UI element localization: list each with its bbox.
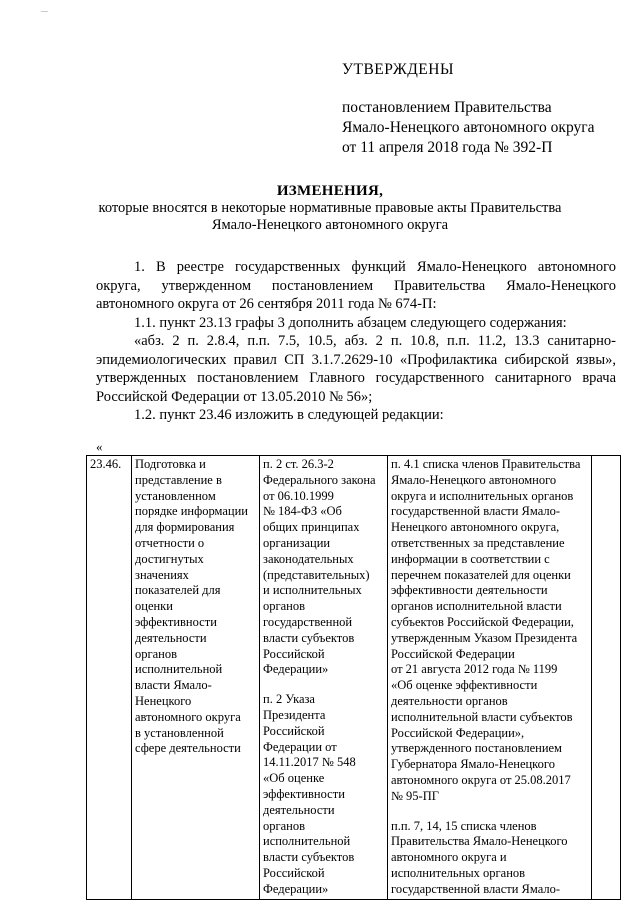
item-number-cell (87, 456, 132, 900)
table-text-line: исполнительной власти субъектов (391, 709, 573, 724)
approval-title: УТВЕРЖДЕНЫ (342, 61, 454, 78)
paragraph-1-1: 1.1. пункт 23.13 графы 3 дополнить абзацем следующего содержания: (134, 314, 567, 331)
table-text-line: округа и исполнительных органов (391, 488, 574, 503)
table-row (87, 456, 621, 900)
table-text-line: порядке информации (135, 504, 248, 519)
table-text-line: Федерации» (263, 662, 329, 677)
table-text-line: утвержденным Указом Президента (391, 630, 578, 645)
table-text-line: государственной (263, 614, 353, 629)
table-text-line: законодательных (263, 551, 354, 566)
table-text-line: власти субъектов (263, 850, 355, 865)
table-text-line: государственной власти Ямало- (391, 504, 561, 519)
table-text-line: показателей для (135, 583, 221, 598)
table-text-line: п. 4.1 списка членов Правительства (391, 457, 581, 471)
table-text-line: деятельности (135, 630, 207, 645)
table-text-line: утвержденного постановлением (391, 741, 562, 756)
table-text-line: Президента (263, 707, 326, 722)
table-text-line: автономного округа и (391, 850, 507, 865)
opening-quote-mark: « (96, 439, 103, 454)
table-text-line: Ненецкого (135, 693, 192, 708)
table-text-line: п. 2 ст. 26.3-2 (263, 457, 334, 471)
table-text-line: перечнем показателей для оценки (391, 567, 571, 582)
table-text-line: от 06.10.1999 (263, 488, 334, 503)
table-text-line: Российской (263, 865, 325, 880)
approval-line-3: от 11 апреля 2018 года № 392-П (342, 139, 553, 156)
table-text-line: органов (263, 818, 306, 833)
page-corner-mark: — (41, 7, 48, 15)
table-text-line: и исполнительных (263, 583, 362, 598)
table-text-line: органов (135, 646, 178, 661)
table-text-line: власти Ямало- (135, 678, 212, 693)
table-text-line: ответственных за представление (391, 535, 565, 550)
table-text-line: деятельности органов (391, 693, 508, 708)
table-text-line: оценки (135, 599, 173, 614)
table-text-line: Федерального закона (263, 472, 376, 487)
table-text-line: автономного округа (135, 709, 241, 724)
table-text-line: органов (263, 599, 306, 614)
function-name-cell (132, 456, 260, 900)
approval-line-2: Ямало-Ненецкого автономного округа (342, 119, 595, 136)
paragraph-1: 1. В реестре государственных функций Ямало-Ненецкого автономного округа, утвержденном постановлением Правительства Ямало-Ненецкого автономного округа от 26 сентября 2011 года № 674-П: (96, 259, 616, 312)
table-text-line: № 95-ПГ (391, 788, 439, 803)
table-text-line: исполнительной (263, 834, 351, 849)
table-text-line: Российской (263, 723, 325, 738)
table-text-line: значениях (135, 567, 189, 582)
table-text-line: Ненецкого автономного округа, (391, 520, 560, 535)
table-text-line: сфере деятельности (135, 741, 241, 756)
table-text-line: для формирования (135, 520, 235, 535)
table-text-line: автономного округа от 25.08.2017 (391, 772, 571, 787)
heading-subtitle-2: Ямало-Ненецкого автономного округа (211, 217, 449, 233)
table-text-line: органов исполнительной власти (391, 599, 562, 614)
table-text-line: исполнительной (135, 662, 223, 677)
table-text-line: эффективности деятельности (391, 583, 548, 598)
item-number: 23.46. (90, 457, 122, 471)
table-text-line: эффективности (135, 614, 217, 629)
table-text-line: № 184-ФЗ «Об (263, 504, 342, 519)
legal-basis-cell (260, 456, 388, 900)
table-text-line: «Об оценке эффективности (391, 678, 538, 693)
table-text-line: общих принципах (263, 520, 360, 535)
table-text-line: деятельности (263, 802, 335, 817)
approval-block (342, 60, 594, 158)
document-heading (90, 183, 570, 234)
table-text-line: (представительных) (263, 567, 370, 582)
table-text-line: субъектов Российской Федерации, (391, 614, 574, 629)
table-text-line: достигнутых (135, 551, 204, 566)
table-text-line: в установленной (135, 725, 224, 740)
approval-line-1: постановлением Правительства (342, 99, 552, 116)
table-text-line: установленном (135, 488, 216, 503)
table-text-line: эффективности (263, 786, 345, 801)
table-text-line: 14.11.2017 № 548 (263, 755, 356, 770)
table-text-line: Российской Федерации (391, 646, 515, 661)
heading-subtitle-1: которые вносятся в некоторые нормативные правовые акты Правительства (98, 200, 562, 216)
table-text-line: Правительства Ямало-Ненецкого (391, 834, 568, 849)
table-text-line: Российской Федерации», (391, 725, 525, 740)
table-text-line: «Об оценке (263, 771, 325, 786)
table-text-line: Подготовка и (135, 457, 206, 471)
table-text-line: п.п. 7, 14, 15 списка членов (391, 818, 537, 833)
body-text (96, 258, 616, 425)
table-text-line: власти субъектов (263, 630, 355, 645)
table-text-line: Федерации от (263, 739, 337, 754)
table-text-line: информации в соответствии с (391, 551, 550, 566)
table-text-line: отчетности о (135, 535, 205, 550)
paragraph-quote: «абз. 2 п. 2.8.4, п.п. 7.5, 10.5, абз. 2 п. 10.8, п.п. 11.2, 13.3 санитарно-эпидемиологических правил СП 3.1.7.2629-10 «Профилактика сибирской язвы», утвержденных постановлением Главного государственного санитарного врача Российской Федерации от 13.05.2010 № 56»; (96, 333, 616, 405)
table-text-line: от 21 августа 2012 года № 1199 (391, 662, 558, 677)
table-text-line: организации (263, 535, 331, 550)
amendment-table (86, 455, 621, 900)
table-text-line: представление в (135, 472, 222, 487)
table-text-line: государственной власти Ямало- (391, 881, 561, 896)
paragraph-1-2: 1.2. пункт 23.46 изложить в следующей редакции: (134, 407, 444, 423)
table-text-line: Губернатора Ямало-Ненецкого (391, 757, 555, 772)
table-text-line: исполнительных органов (391, 865, 526, 880)
table-text-line: Федерации» (263, 881, 329, 896)
table-text-line: Российской (263, 646, 325, 661)
table-text-line: п. 2 Указа (263, 692, 315, 707)
empty-cell (592, 456, 621, 900)
table-text-line: Ямало-Ненецкого автономного (391, 472, 557, 487)
heading-title: ИЗМЕНЕНИЯ, (276, 183, 384, 199)
responsible-persons-cell (388, 456, 592, 900)
